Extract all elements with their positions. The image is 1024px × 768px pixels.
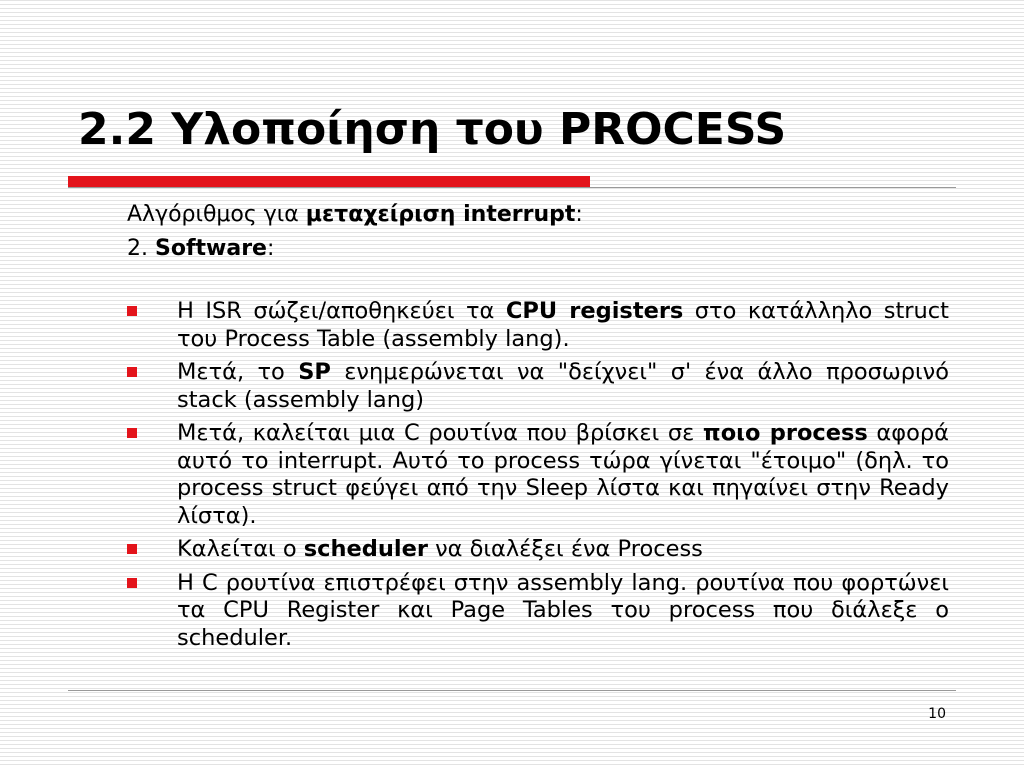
intro-line-2-prefix: 2. xyxy=(127,236,155,261)
square-bullet-icon xyxy=(127,578,137,588)
bullet-list xyxy=(127,298,949,658)
bullet-text: αφορά αυτό το interrupt. Αυτό το process τώρα γίνεται "έτοιμο" (δηλ. το process struct φεύγει από την Sleep λίστα και πηγαίνει στην Ready λίστα). xyxy=(177,420,949,529)
list-item xyxy=(127,570,949,653)
bullet-text: να διαλέξει ένα Process xyxy=(427,536,703,562)
title-divider xyxy=(68,187,956,188)
bullet-text: Μετά, το xyxy=(177,359,299,385)
list-item xyxy=(127,298,949,353)
intro-line-1-bold: μεταχείριση interrupt xyxy=(305,202,576,227)
intro-line-1-prefix: Αλγόριθμος για xyxy=(127,202,306,227)
bullet-text: Η C ρουτίνα επιστρέφει στην assembly lang. ρουτίνα που φορτώνει τα CPU Register και Page Tables του process που διάλεξε ο scheduler. xyxy=(177,569,949,651)
bullet-text: ενημερώνεται να "δείχνει" σ' ένα άλλο προσωρινό stack (assembly lang) xyxy=(177,359,949,413)
square-bullet-icon xyxy=(127,544,137,554)
bullet-text: Καλείται ο xyxy=(177,536,304,562)
intro-line-2-suffix: : xyxy=(266,236,275,261)
list-item xyxy=(127,359,949,414)
bullet-bold-text: ποιο process xyxy=(702,420,868,446)
intro-line-2 xyxy=(127,232,583,266)
list-item xyxy=(127,536,949,564)
square-bullet-icon xyxy=(127,306,137,316)
intro-line-1 xyxy=(127,198,583,232)
bullet-text: Μετά, καλείται μια C ρουτίνα που βρίσκει σε xyxy=(177,420,703,446)
square-bullet-icon xyxy=(127,428,137,438)
page-number: 10 xyxy=(928,706,946,722)
bullet-bold-text: CPU registers xyxy=(505,298,684,324)
bullet-bold-text: SP xyxy=(298,359,331,385)
intro-line-1-suffix: : xyxy=(575,202,583,227)
bullet-bold-text: scheduler xyxy=(303,536,428,562)
list-item xyxy=(127,420,949,530)
bullet-text: Η ISR σώζει/αποθηκεύει τα xyxy=(177,298,506,324)
footer-divider xyxy=(68,690,956,691)
square-bullet-icon xyxy=(127,367,137,377)
intro-line-2-bold: Software xyxy=(154,236,267,261)
bullet-text: στο κατάλληλο struct του Process Table (assembly lang). xyxy=(177,298,950,352)
intro-text xyxy=(127,198,583,266)
slide-title: 2.2 Υλοποίηση του PROCESS xyxy=(78,104,787,155)
